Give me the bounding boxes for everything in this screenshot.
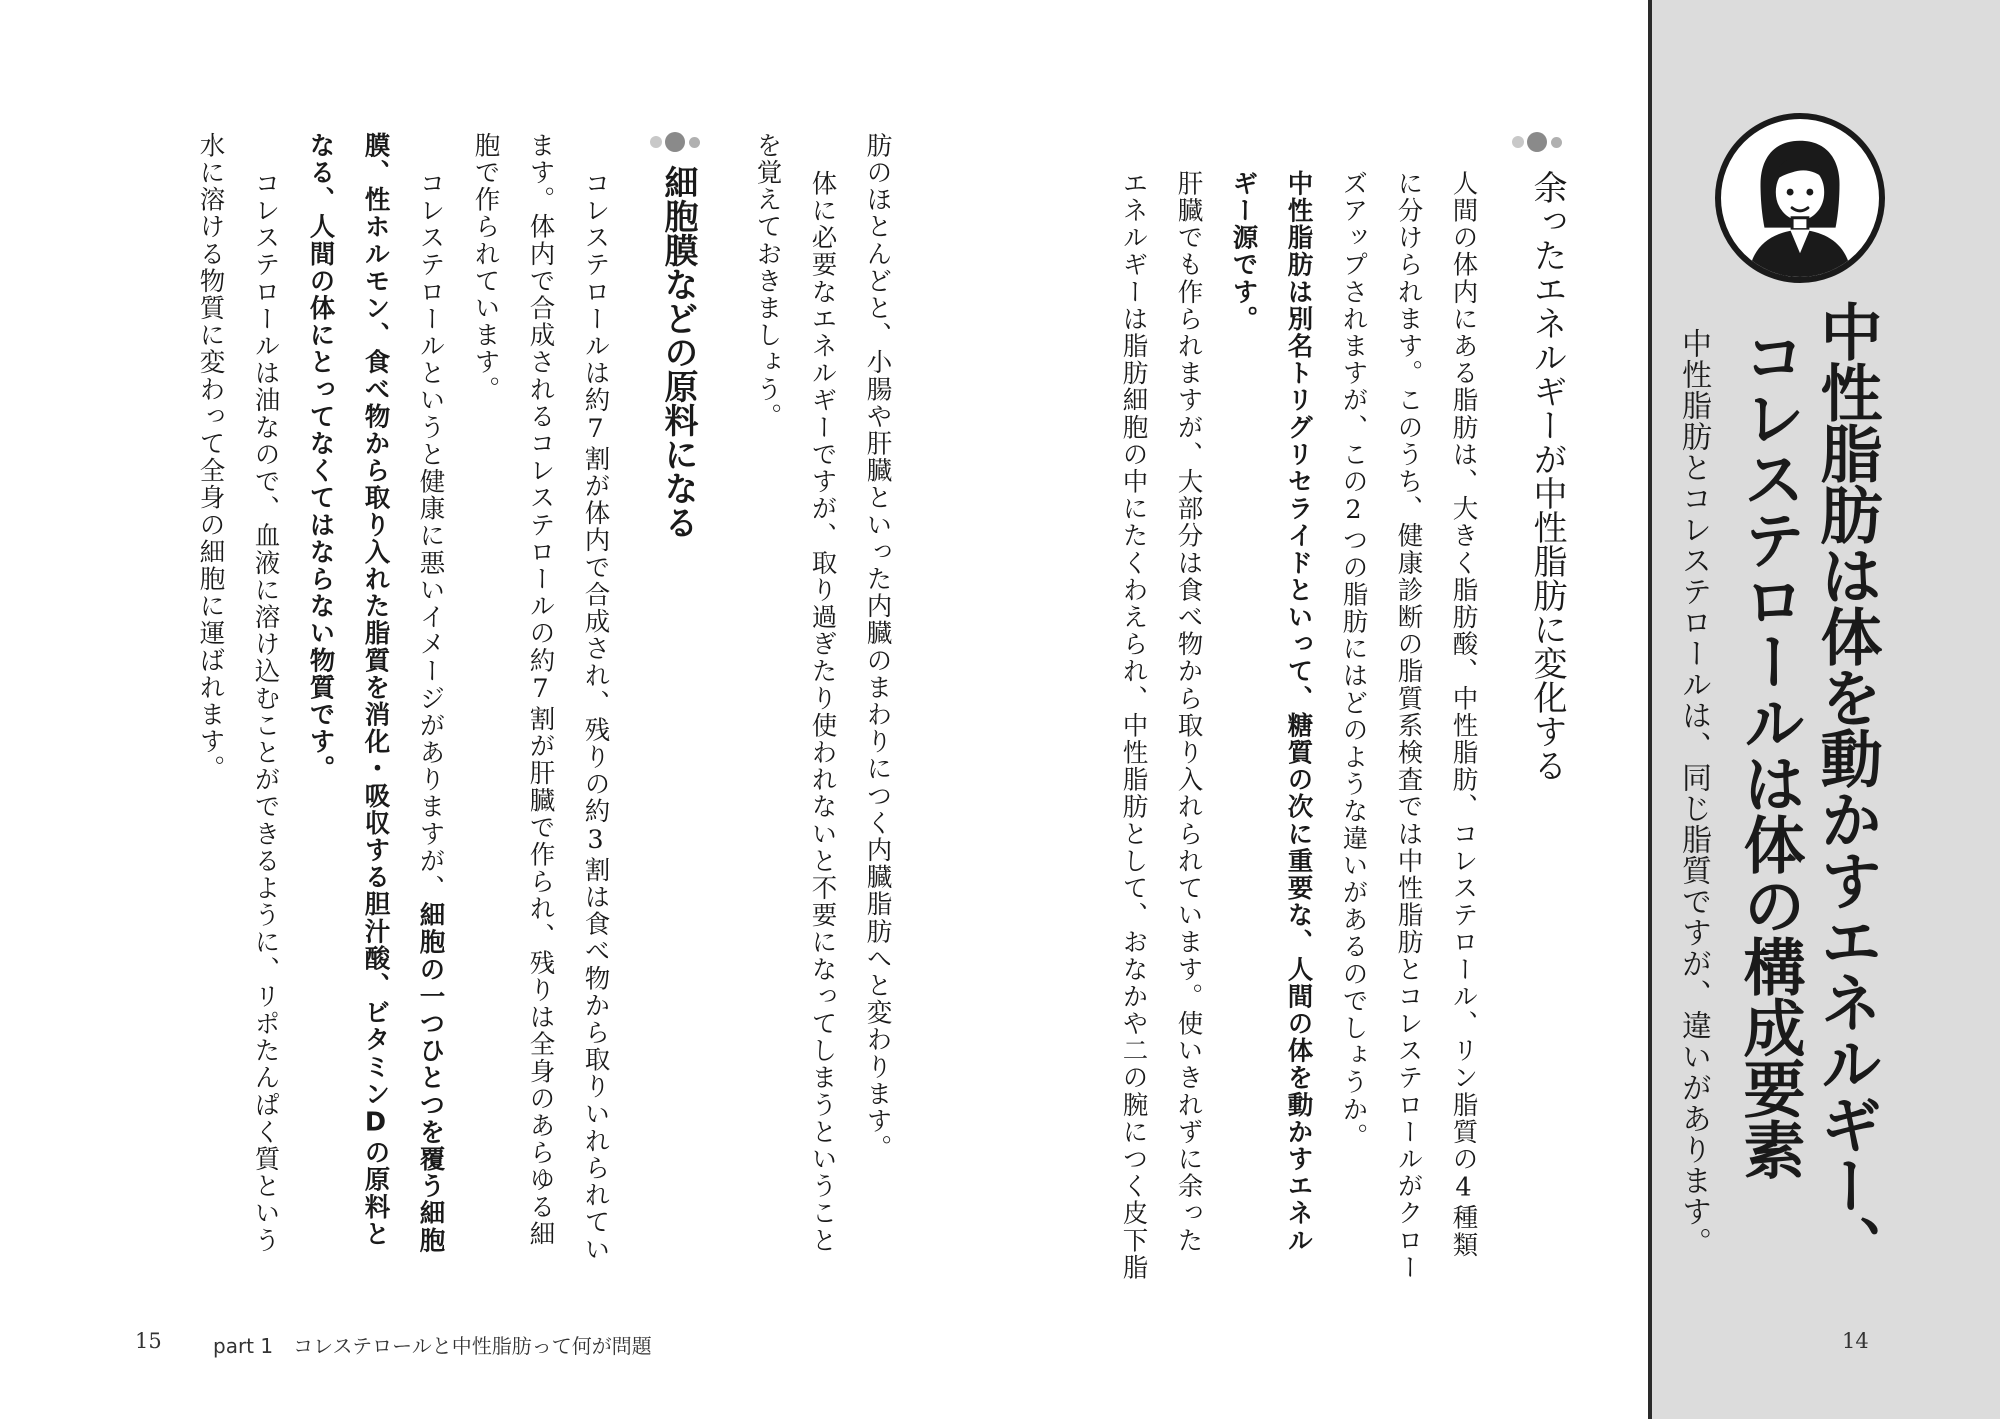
section-1-heading: 余ったエネルギーが中性脂肪に変化する — [1527, 170, 1567, 782]
section-1-col-7: エネルギーは脂肪細胞の中にたくわえられ、中性脂肪として、おなかや二の腕につく皮下脂 — [1118, 170, 1149, 1282]
section-1-col-1: 人間の体内にある脂肪は、大きく脂肪酸、中性脂肪、コレステロール、リン脂質の4種類 — [1448, 170, 1479, 1259]
section-2-col-8: 水に溶ける物質に変わって全身の細胞に運ばれます。 — [195, 132, 226, 783]
section-2-dots-icon — [650, 132, 710, 154]
section-2-col-6 — [305, 132, 336, 783]
woman-avatar-svg — [1721, 119, 1879, 277]
section-1-col-3: ズアップされますが、この2つの脂肪にはどのような違いがあるのでしょうか。 — [1338, 170, 1369, 1151]
headline-line-1: 中性脂肪は体を動かすエネルギー、 — [1810, 300, 1883, 1276]
headline-line-2: コレステロールは体の構成要素 — [1733, 325, 1806, 1179]
section-1-col-6: 肝臓でも作られますが、大部分は食べ物から取り入れられています。使いきれずに余った — [1173, 170, 1204, 1254]
section-2-col-4-text: コレステロールというと健康に悪いイメージがありますが、 — [415, 170, 446, 902]
left-page-number: 15 — [135, 1329, 162, 1353]
section-1-col-4 — [1283, 170, 1314, 1255]
subtitle: 中性脂肪とコレステロールは、同じ脂質ですが、違いがあります。 — [1676, 328, 1711, 1258]
section-1-dots-icon — [1512, 132, 1572, 154]
section-1-col-4-bold-b: 糖質の次に重要な、 — [1283, 712, 1314, 956]
section-1-col-9: 体に必要なエネルギーですが、取り過ぎたり使われないと不要になってしまうということ — [807, 170, 838, 1254]
chapter-label: part 1 コレステロールと中性脂肪って何が問題 — [213, 1334, 652, 1358]
section-2-col-6-bold: なる、人間の体にとってなくてはならない物質です。 — [305, 132, 336, 783]
section-2-col-5-bold: 膜、性ホルモン、食べ物から取り入れた脂質を消化・吸収する胆汁酸、ビタミンDの原料と — [360, 132, 391, 1248]
section-2-col-4-bold: 細胞の一つひとつを覆う細胞 — [415, 901, 446, 1255]
section-1-col-4-bold-a: 中性脂肪は別名トリグリセライドといって、 — [1283, 170, 1314, 712]
section-2-col-1: コレステロールは約7割が体内で合成され、残りの約3割は食べ物から取りいれられてい — [580, 170, 611, 1263]
woman-avatar-icon — [1715, 113, 1885, 283]
section-1-col-2: に分けられます。このうち、健康診断の脂質系検査では中性脂肪とコレステロールがクロー — [1393, 170, 1424, 1282]
right-page-number: 14 — [1842, 1329, 1869, 1353]
section-1-col-8: 肪のほとんどと、小腸や肝臓といった内臓のまわりにつく内臓脂肪へと変わります。 — [862, 132, 893, 1162]
section-1-col-5 — [1228, 170, 1259, 333]
section-2-col-2: ます。体内で合成されるコレステロールの約7割が肝臓で作られ、残りは全身のあらゆる細 — [525, 132, 556, 1248]
section-2-col-4 — [415, 170, 446, 1255]
section-1-col-10: を覚えておきましょう。 — [752, 132, 783, 431]
section-2-col-5 — [360, 132, 391, 1248]
section-2-col-3: 胞で作られています。 — [470, 132, 501, 403]
section-2-col-7: コレステロールは油なので、血液に溶け込むことができるように、リポたんぱく質という — [250, 170, 281, 1254]
section-1-col-4-bold-c: 人間の体を動かすエネル — [1283, 955, 1314, 1255]
section-2-heading: 細胞膜などの原料になる — [658, 165, 698, 539]
section-1-col-5-bold: ギー源です。 — [1228, 170, 1259, 333]
